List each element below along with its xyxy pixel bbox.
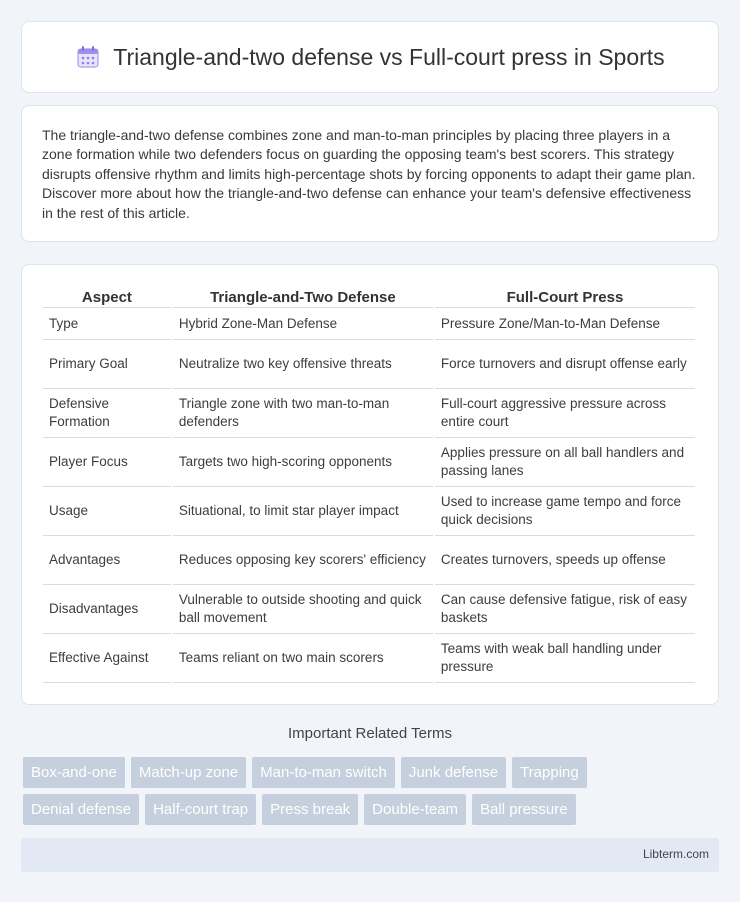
table-row bbox=[43, 308, 695, 340]
intro-text: The triangle-and-two defense combines zone and man-to-man principles by placing three players in a zone formation while two defenders focus on guarding the opposing team's best scorers. This strategy disrupts offensive rhythm and limits high-percentage shots by forcing opponents to adapt their game plan. Discover more about how the triangle-and-two defense can enhance your team's defensive effectiveness in the rest of this article. bbox=[42, 127, 696, 221]
press-cell: Teams with weak ball handling under pressure bbox=[435, 634, 695, 683]
footer bbox=[21, 838, 719, 872]
table-row bbox=[43, 340, 695, 389]
title-card bbox=[21, 21, 719, 93]
calendar-icon bbox=[75, 44, 101, 70]
table-row bbox=[43, 585, 695, 634]
aspect-cell: Player Focus bbox=[43, 438, 171, 487]
aspect-cell: Type bbox=[43, 308, 171, 340]
press-cell: Pressure Zone/Man-to-Man Defense bbox=[435, 308, 695, 340]
triangle-cell: Teams reliant on two main scorers bbox=[173, 634, 433, 683]
triangle-cell: Hybrid Zone-Man Defense bbox=[173, 308, 433, 340]
tag-ball-pressure[interactable]: Ball pressure bbox=[472, 794, 576, 825]
table-row bbox=[43, 634, 695, 683]
table-row bbox=[43, 389, 695, 438]
related-terms-title: Important Related Terms bbox=[288, 725, 452, 742]
triangle-cell: Targets two high-scoring opponents bbox=[173, 438, 433, 487]
comparison-card bbox=[21, 264, 719, 705]
header-triangle-and-two: Triangle-and-Two Defense bbox=[173, 285, 433, 308]
press-cell: Applies pressure on all ball handlers and passing lanes bbox=[435, 438, 695, 487]
tag-half-court-trap[interactable]: Half-court trap bbox=[145, 794, 256, 825]
tag-press-break[interactable]: Press break bbox=[262, 794, 358, 825]
triangle-cell: Neutralize two key offensive threats bbox=[173, 340, 433, 389]
footer-site-link[interactable]: Libterm.com bbox=[642, 847, 709, 861]
tag-row bbox=[23, 794, 723, 825]
triangle-cell: Triangle zone with two man-to-man defenders bbox=[173, 389, 433, 438]
table-header-row bbox=[43, 285, 695, 308]
triangle-cell: Situational, to limit star player impact bbox=[173, 487, 433, 536]
table-row bbox=[43, 536, 695, 585]
aspect-cell: Primary Goal bbox=[43, 340, 171, 389]
comparison-table bbox=[41, 285, 697, 683]
press-cell: Can cause defensive fatigue, risk of easy baskets bbox=[435, 585, 695, 634]
related-terms-tags bbox=[23, 757, 723, 831]
tag-box-and-one[interactable]: Box-and-one bbox=[23, 757, 125, 788]
tag-trapping[interactable]: Trapping bbox=[512, 757, 587, 788]
aspect-cell: Advantages bbox=[43, 536, 171, 585]
header-full-court-press: Full-Court Press bbox=[435, 285, 695, 308]
tag-denial-defense[interactable]: Denial defense bbox=[23, 794, 139, 825]
tag-man-to-man-switch[interactable]: Man-to-man switch bbox=[252, 757, 395, 788]
aspect-cell: Usage bbox=[43, 487, 171, 536]
press-cell: Creates turnovers, speeds up offense bbox=[435, 536, 695, 585]
tag-junk-defense[interactable]: Junk defense bbox=[401, 757, 506, 788]
press-cell: Force turnovers and disrupt offense early bbox=[435, 340, 695, 389]
aspect-cell: Effective Against bbox=[43, 634, 171, 683]
table-row bbox=[43, 487, 695, 536]
tag-row bbox=[23, 757, 723, 788]
press-cell: Used to increase game tempo and force quick decisions bbox=[435, 487, 695, 536]
page-title: Triangle-and-two defense vs Full-court press in Sports bbox=[113, 43, 665, 70]
aspect-cell: Disadvantages bbox=[43, 585, 171, 634]
aspect-cell: Defensive Formation bbox=[43, 389, 171, 438]
triangle-cell: Vulnerable to outside shooting and quick ball movement bbox=[173, 585, 433, 634]
table-row bbox=[43, 438, 695, 487]
header-aspect: Aspect bbox=[43, 285, 171, 308]
intro-card bbox=[21, 105, 719, 242]
tag-double-team[interactable]: Double-team bbox=[364, 794, 466, 825]
triangle-cell: Reduces opposing key scorers' efficiency bbox=[173, 536, 433, 585]
tag-match-up-zone[interactable]: Match-up zone bbox=[131, 757, 246, 788]
press-cell: Full-court aggressive pressure across entire court bbox=[435, 389, 695, 438]
